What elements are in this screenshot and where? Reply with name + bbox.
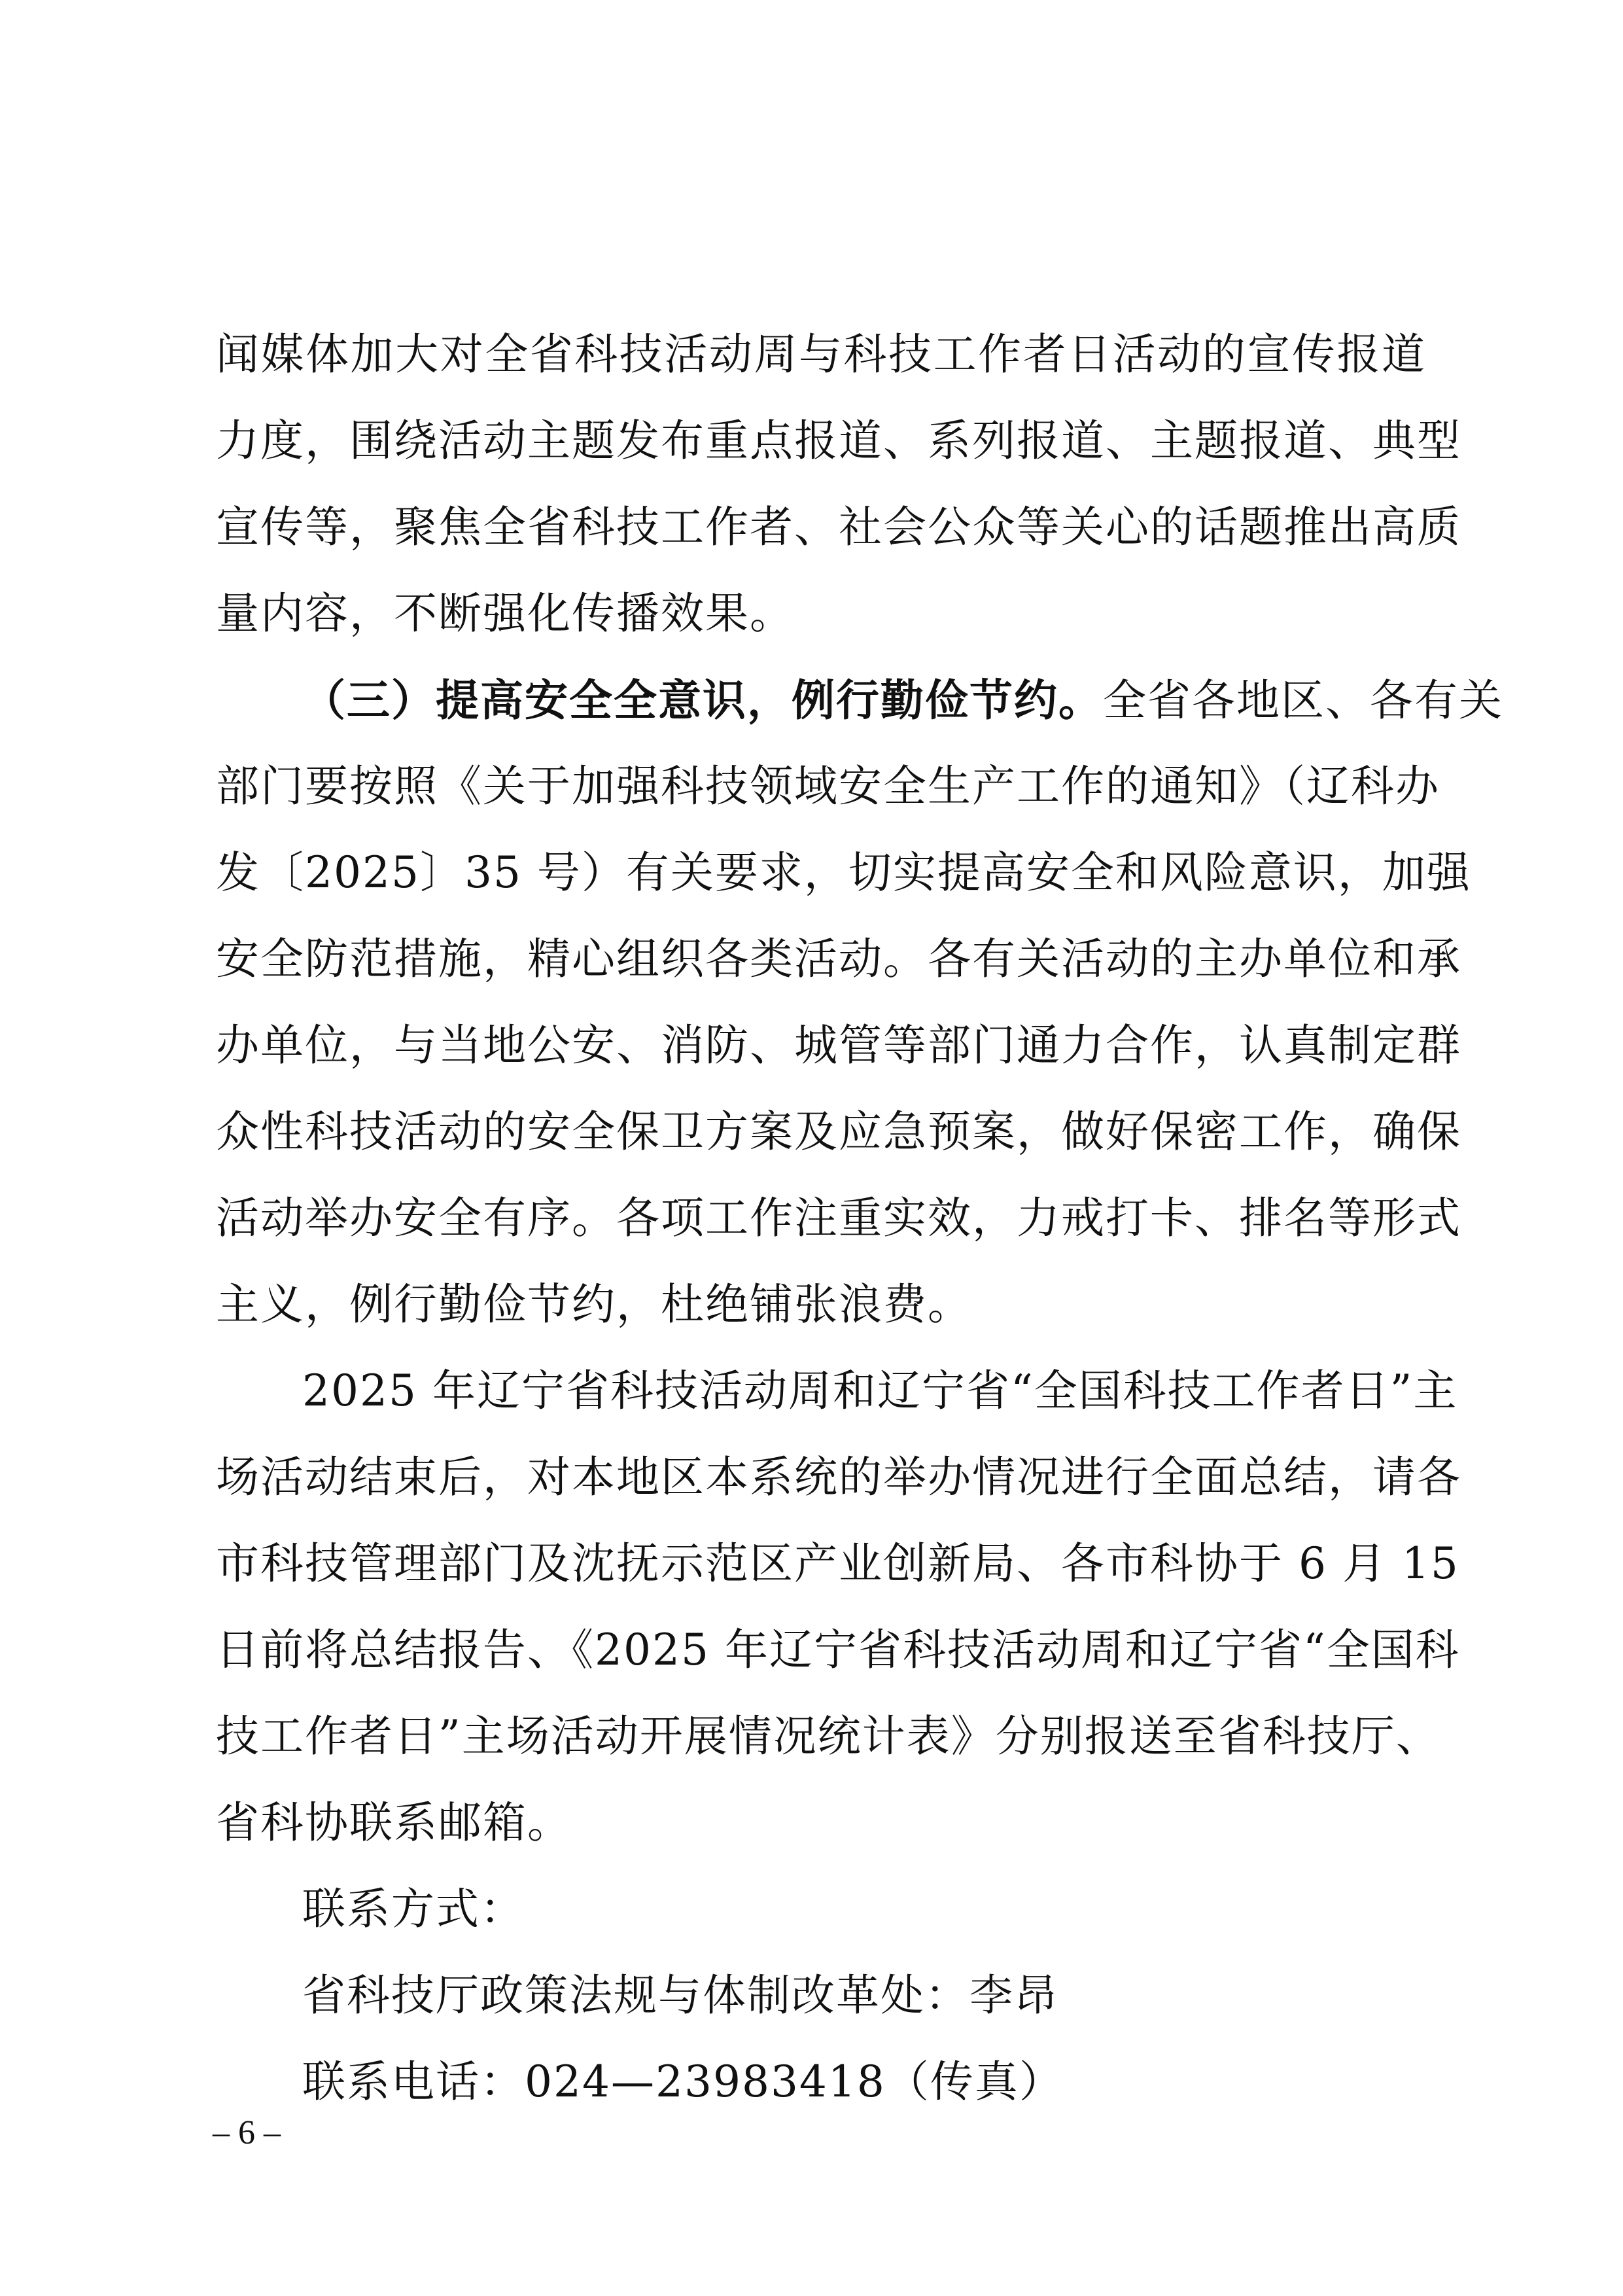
body-line: 闻媒体加大对全省科技活动周与科技工作者日活动的宣传报道 <box>216 329 1426 380</box>
body-line: 技工作者日”主场活动开展情况统计表》分别报送至省科技厅、 <box>216 1711 1440 1761</box>
body-line: 日前将总结报告、《2025 年辽宁省科技活动周和辽宁省“全国科 <box>216 1625 1460 1675</box>
page-number: – 6 – <box>213 2114 281 2151</box>
section-heading: （三）提高安全全意识，例行勤俭节约。 <box>302 675 1103 726</box>
section-paragraph-first-line <box>302 667 1503 733</box>
body-line: 力度，围绕活动主题发布重点报道、系列报道、主题报道、典型 <box>216 415 1461 466</box>
contact-phone: 联系电话：024—23983418（传真） <box>302 2057 1064 2107</box>
body-line: 主义，例行勤俭节约，杜绝铺张浪费。 <box>216 1279 972 1330</box>
body-line: 部门要按照《关于加强科技领域安全生产工作的通知》（辽科办 <box>216 761 1440 811</box>
contact-label: 联系方式： <box>302 1884 525 1934</box>
body-line: 发〔2025〕35 号）有关要求，切实提高安全和风险意识，加强 <box>216 847 1471 898</box>
body-line: 省科协联系邮箱。 <box>216 1797 572 1848</box>
body-line: 办单位，与当地公安、消防、城管等部门通力合作，认真制定群 <box>216 1020 1461 1070</box>
section-heading-continuation: 全省各地区、各有关 <box>1103 675 1503 726</box>
body-line: 活动举办安全有序。各项工作注重实效，力戒打卡、排名等形式 <box>216 1193 1461 1243</box>
summary-paragraph-first-line: 2025 年辽宁省科技活动周和辽宁省“全国科技工作者日”主 <box>302 1366 1458 1416</box>
body-line: 市科技管理部门及沈抚示范区产业创新局、各市科协于 6 月 15 <box>216 1538 1459 1589</box>
body-line: 量内容，不断强化传播效果。 <box>216 588 794 639</box>
body-line: 众性科技活动的安全保卫方案及应急预案，做好保密工作，确保 <box>216 1106 1461 1157</box>
body-line: 场活动结束后，对本地区本系统的举办情况进行全面总结，请各 <box>216 1452 1461 1502</box>
body-line: 宣传等，聚焦全省科技工作者、社会公众等关心的话题推出高质 <box>216 502 1461 552</box>
contact-person: 省科技厅政策法规与体制改革处：李昂 <box>302 1970 1058 2021</box>
body-line: 安全防范措施，精心组织各类活动。各有关活动的主办单位和承 <box>216 934 1461 984</box>
